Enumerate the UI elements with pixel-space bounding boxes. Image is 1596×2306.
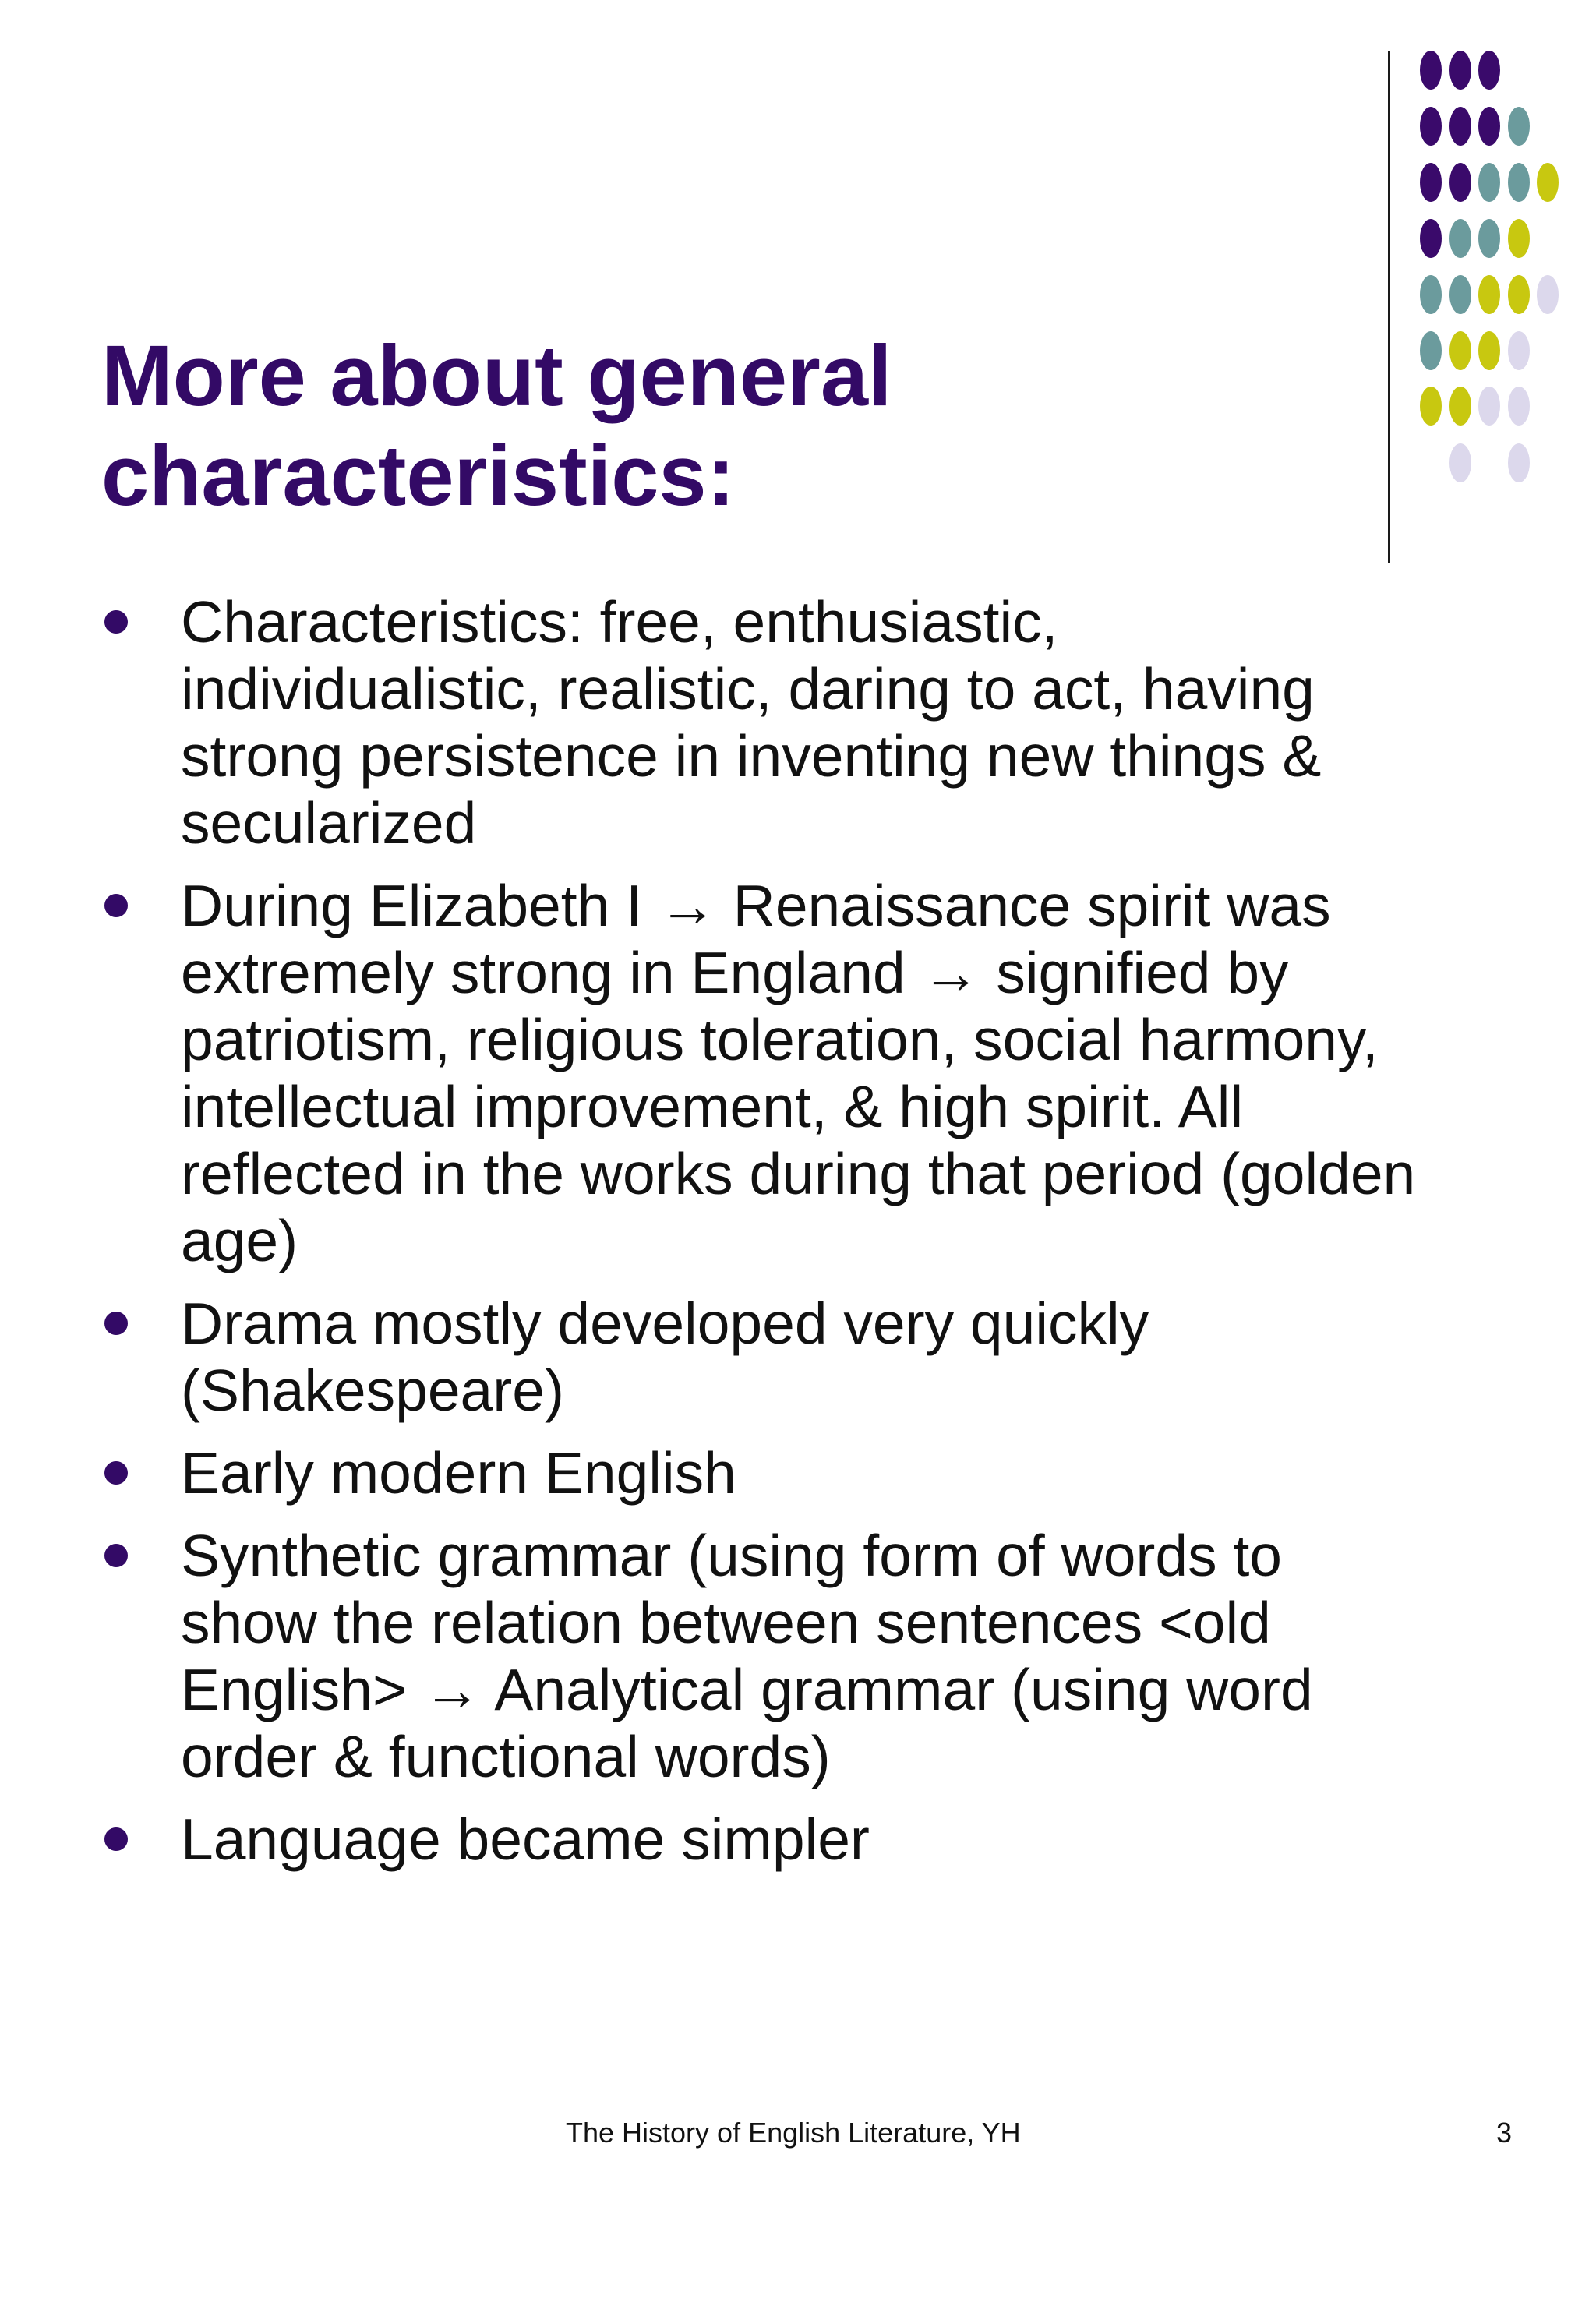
decorative-dot [1420,275,1442,314]
decorative-dot [1537,163,1559,202]
bullet-text-line: Characteristics: free, enthusiastic, [181,589,1058,655]
decorative-dot [1420,163,1442,202]
decorative-dot [1478,387,1500,426]
bullet-text-line: extremely strong in England → signified by [181,940,1289,1005]
bullet-text-line: individualistic, realistic, daring to act, having [181,656,1315,722]
decorative-dot [1449,443,1471,482]
decorative-dot [1508,331,1530,370]
footer-text: The History of English Literature, YH [566,2117,1021,2149]
decorative-dot [1420,51,1442,90]
bullet-text-line: intellectual improvement, & high spirit. All [181,1074,1244,1139]
bullet-text-line: Early modern English [181,1440,736,1506]
bullet-dot-icon [104,1312,128,1335]
bullet-item [101,1522,1527,1790]
bullet-item [101,1439,1527,1506]
decorative-dot [1478,219,1500,258]
decorative-dot [1478,51,1500,90]
decorative-dot [1449,107,1471,146]
decorative-dot [1420,219,1442,258]
vertical-divider-line [1388,51,1390,563]
decorative-dot [1478,331,1500,370]
decorative-dot [1449,219,1471,258]
decorative-dot [1420,331,1442,370]
bullet-text-line: age) [181,1208,298,1273]
bullet-text-line: patriotism, religious toleration, social harmony, [181,1007,1379,1072]
bullet-list [101,588,1527,1888]
slide-title [101,327,1270,526]
bullet-text-line: During Elizabeth I → Renaissance spirit was [181,873,1331,938]
decorative-dot [1449,331,1471,370]
bullet-item [101,872,1527,1274]
decorative-dot [1420,107,1442,146]
decorative-dot [1537,275,1559,314]
bullet-text-line: (Shakespeare) [181,1358,564,1423]
bullet-dot-icon [104,610,128,634]
decorative-dot [1478,275,1500,314]
bullet-item [101,588,1527,856]
decorative-dot [1508,163,1530,202]
bullet-item [101,1806,1527,1873]
decorative-dot [1449,51,1471,90]
slide-title-line: characteristics: [101,427,736,524]
bullet-text-line: secularized [181,790,477,856]
decorative-dot [1449,275,1471,314]
bullet-dot-icon [104,1827,128,1851]
bullet-text-line: Drama mostly developed very quickly [181,1291,1149,1356]
bullet-item [101,1290,1527,1424]
decorative-dot [1478,163,1500,202]
bullet-text-line: show the relation between sentences <old [181,1590,1271,1655]
bullet-text-line: Synthetic grammar (using form of words to [181,1523,1282,1588]
decorative-dot [1478,107,1500,146]
bullet-dot-icon [104,894,128,917]
bullet-text-line: Language became simpler [181,1806,870,1872]
decorative-dot [1508,107,1530,146]
bullet-dot-icon [104,1544,128,1567]
decorative-dot [1508,219,1530,258]
bullet-dot-icon [104,1461,128,1485]
decorative-dot [1508,387,1530,426]
bullet-text-line: strong persistence in inventing new things & [181,723,1322,789]
bullet-text-line: reflected in the works during that period (golden [181,1141,1416,1206]
decorative-dot [1449,163,1471,202]
slide-title-line: More about general [101,327,892,424]
bullet-text-line: order & functional words) [181,1724,831,1789]
page-number: 3 [1495,2117,1512,2149]
decorative-dot [1508,443,1530,482]
decorative-dot [1420,387,1442,426]
decorative-dot [1508,275,1530,314]
bullet-text-line: English> → Analytical grammar (using word [181,1657,1313,1722]
decorative-dot [1449,387,1471,426]
